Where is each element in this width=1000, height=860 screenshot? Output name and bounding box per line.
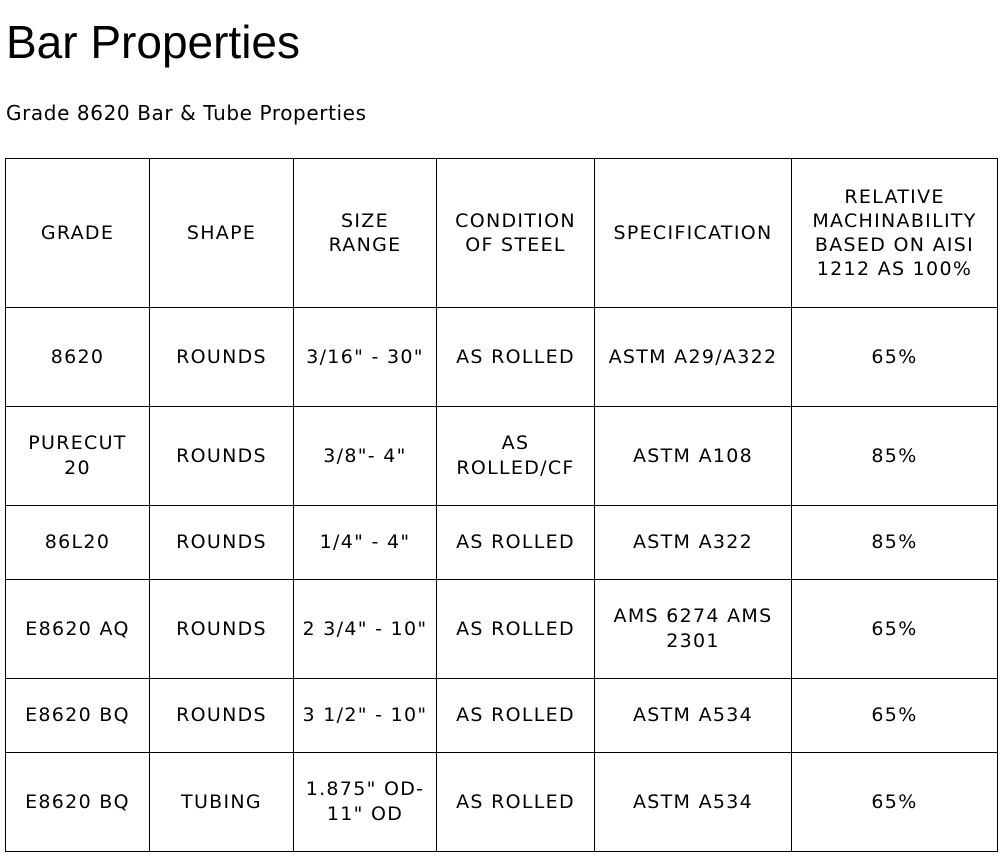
cell-condition: AS ROLLED (437, 679, 595, 753)
table-header-row (6, 159, 998, 308)
cell-shape: ROUNDS (150, 679, 294, 753)
column-header-machinability: RELATIVE MACHINABILITY BASED ON AISI 1212 AS 100% (792, 159, 998, 308)
cell-grade: 86L20 (6, 506, 150, 580)
cell-condition: AS ROLLED/CF (437, 407, 595, 506)
column-header-specification: SPECIFICATION (595, 159, 792, 308)
cell-shape: ROUNDS (150, 407, 294, 506)
cell-specification: ASTM A534 (595, 679, 792, 753)
table-row (6, 679, 998, 753)
cell-machinability: 85% (792, 407, 998, 506)
cell-size-range: 1/4" - 4" (294, 506, 437, 580)
table-row (6, 506, 998, 580)
cell-machinability: 65% (792, 753, 998, 852)
cell-size-range: 3/8"- 4" (294, 407, 437, 506)
table-row (6, 753, 998, 852)
cell-specification: AMS 6274 AMS 2301 (595, 580, 792, 679)
cell-specification: ASTM A108 (595, 407, 792, 506)
column-header-condition: CONDITION OF STEEL (437, 159, 595, 308)
cell-shape: ROUNDS (150, 580, 294, 679)
cell-machinability: 65% (792, 308, 998, 407)
column-header-size-range: SIZE RANGE (294, 159, 437, 308)
table-row (6, 407, 998, 506)
cell-specification: ASTM A29/A322 (595, 308, 792, 407)
bar-properties-table (5, 158, 998, 852)
cell-size-range: 1.875" OD- 11" OD (294, 753, 437, 852)
cell-specification: ASTM A322 (595, 506, 792, 580)
cell-condition: AS ROLLED (437, 580, 595, 679)
cell-shape: ROUNDS (150, 308, 294, 407)
cell-shape: ROUNDS (150, 506, 294, 580)
cell-size-range: 3 1/2" - 10" (294, 679, 437, 753)
cell-condition: AS ROLLED (437, 506, 595, 580)
cell-specification: ASTM A534 (595, 753, 792, 852)
cell-grade: E8620 AQ (6, 580, 150, 679)
table-row (6, 580, 998, 679)
page-title: Bar Properties (6, 16, 301, 68)
cell-machinability: 65% (792, 580, 998, 679)
cell-grade: E8620 BQ (6, 753, 150, 852)
cell-condition: AS ROLLED (437, 753, 595, 852)
cell-shape: TUBING (150, 753, 294, 852)
cell-machinability: 65% (792, 679, 998, 753)
cell-grade: 8620 (6, 308, 150, 407)
cell-machinability: 85% (792, 506, 998, 580)
cell-grade: E8620 BQ (6, 679, 150, 753)
cell-condition: AS ROLLED (437, 308, 595, 407)
page-subtitle: Grade 8620 Bar & Tube Properties (6, 101, 367, 125)
column-header-shape: SHAPE (150, 159, 294, 308)
cell-size-range: 2 3/4" - 10" (294, 580, 437, 679)
column-header-grade: GRADE (6, 159, 150, 308)
cell-grade: PURECUT 20 (6, 407, 150, 506)
cell-size-range: 3/16" - 30" (294, 308, 437, 407)
table-row (6, 308, 998, 407)
